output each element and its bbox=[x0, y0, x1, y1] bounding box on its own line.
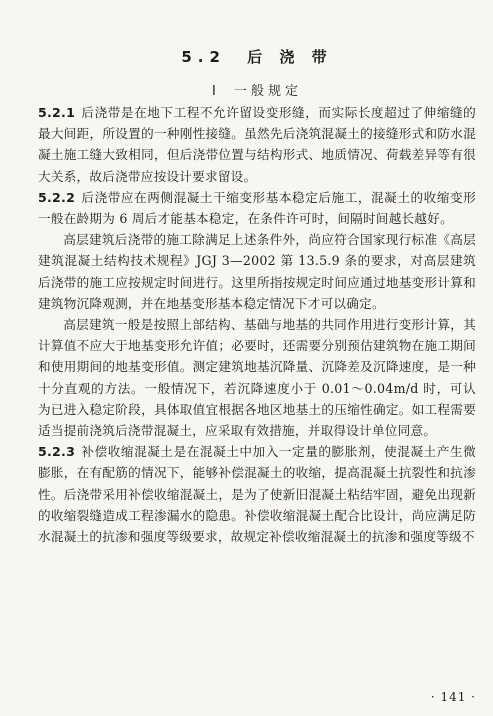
paragraph-text: 高层建筑后浇带的施工除满足上述条件外，尚应符合国家现行标准《高层建筑混凝土结构技术规程》JGJ 3—2002 第 13.5.9 条的要求，对高层建筑后浇带的施工应按规定时间进行。这里所指按规定时间应通过地基变形计算和建筑物沉降观测，并在地基变形基本稳定情况下才可以确定。 bbox=[38, 232, 476, 311]
clause-paragraph bbox=[38, 102, 476, 187]
clause-paragraph bbox=[38, 187, 476, 229]
clause-paragraph bbox=[38, 441, 476, 547]
clause-number: 5.2.3 bbox=[38, 444, 76, 460]
subsection-roman: Ⅰ bbox=[212, 84, 220, 99]
subsection-name: 一般规定 bbox=[233, 84, 302, 99]
body-text bbox=[38, 102, 476, 547]
page-number: · 141 · bbox=[430, 690, 476, 704]
clause-number: 5.2.2 bbox=[38, 189, 76, 205]
paragraph-text: 后浇带应在两侧混凝土干缩变形基本稳定后施工，混凝土的收缩变形一般在龄期为 6 周后才能基本稳定，在条件许可时，间隔时间越长越好。 bbox=[38, 189, 476, 227]
paragraph-text: 高层建筑一般是按照上部结构、基础与地基的共同作用进行变形计算，其计算值不应大于地基变形允许值；必要时，还需要分别预估建筑物在施工期间和使用期间的地基变形值。测定建筑地基沉降量、沉降差及沉降速度，是一种十分直观的方法。一般情况下，若沉降速度小于 0.01～0.04m/d 时，可认为已进入稳定阶段，具体取值宜根据各地区地基土的压缩性确定。如工程需要适当提前浇筑后浇带混凝土，应采取有效措施，并取得设计单位同意。 bbox=[38, 317, 476, 439]
section-title bbox=[38, 46, 476, 68]
section-number: 5.2 bbox=[181, 48, 226, 66]
document-page bbox=[38, 18, 476, 708]
clause-number: 5.2.1 bbox=[38, 105, 76, 120]
section-name: 后 浇 带 bbox=[247, 48, 333, 66]
paragraph bbox=[38, 229, 476, 314]
subsection-title bbox=[38, 82, 476, 102]
paragraph-text: 后浇带是在地下工程不允许留设变形缝，而实际长度超过了伸缩缝的最大间距，所设置的一种刚性接缝。虽然先后浇筑混凝土的接缝形式和防水混凝土施工缝大致相同，但后浇带位置与结构形式、地质情况、荷载差异等有很大关系，故后浇带应按设计要求留设。 bbox=[38, 105, 476, 184]
paragraph bbox=[38, 314, 476, 441]
paragraph-text: 补偿收缩混凝土是在混凝土中加入一定量的膨胀剂，使混凝土产生微膨胀，在有配筋的情况下，能够补偿混凝土的收缩，提高混凝土抗裂性和抗渗性。后浇带采用补偿收缩混凝土，是为了使新旧混凝土粘结牢固，避免出现新的收缩裂缝造成工程渗漏水的隐患。补偿收缩混凝土配合比设计，尚应满足防水混凝土的抗渗和强度等级要求，故规定补偿收缩混凝土的抗渗和强度等级不 bbox=[38, 444, 476, 545]
